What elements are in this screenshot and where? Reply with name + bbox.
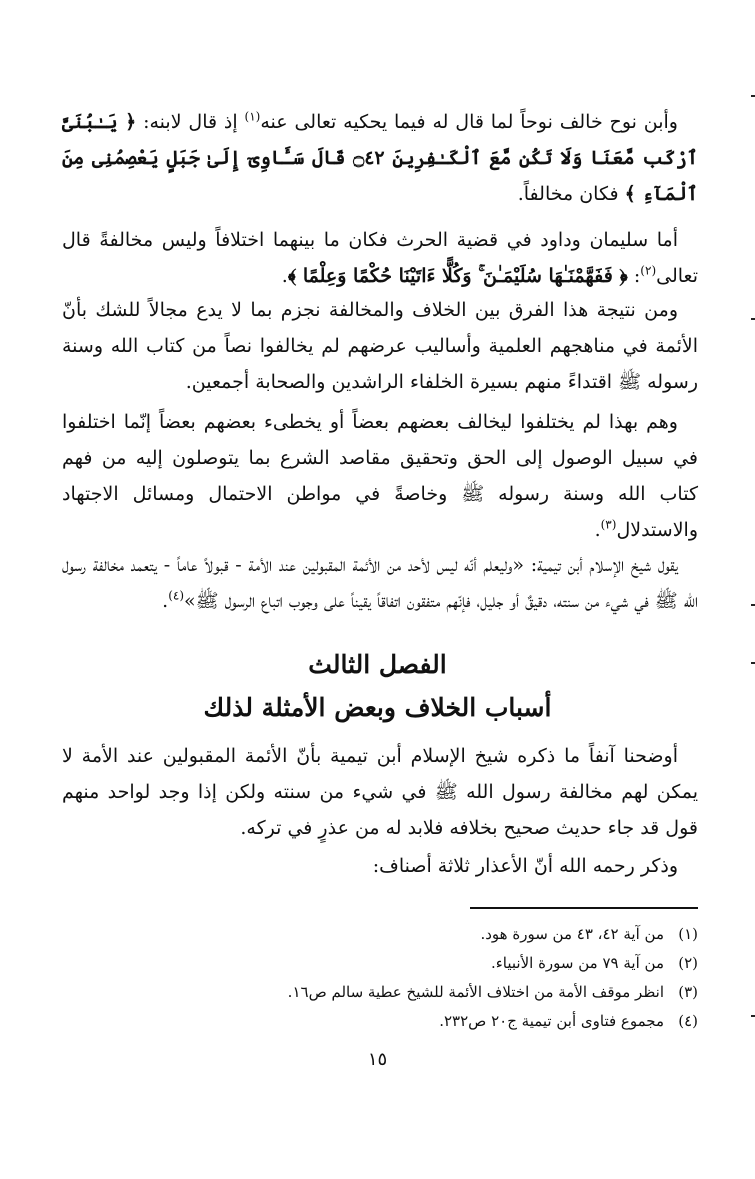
edge-mark bbox=[751, 1015, 755, 1017]
footnote-text: انظر موقف الأمة من اختلاف الأئمة للشيخ عطية سالم ص١٦. bbox=[287, 983, 664, 1001]
quran-verse: ﴿ يَـٰبُنَىَّ ٱرْكَب مَّعَنَا وَلَا تَكُن مَّعَ ٱلْكَـٰفِرِينَ ۝٤٢ قَالَ سَـَٔاوِىٓ إِلَىٰ جَبَلٍ يَعْصِمُنِى مِنَ ٱلْمَآءِ ﴾ bbox=[62, 111, 698, 205]
footnote-item bbox=[150, 1007, 698, 1036]
footnote-number: (٤) bbox=[678, 1012, 698, 1030]
paragraph-excuses-intro bbox=[62, 848, 698, 884]
footnote-item bbox=[150, 920, 698, 949]
footnotes bbox=[150, 920, 698, 1036]
footnote-ref: (٢) bbox=[640, 263, 657, 278]
paragraph-text: . bbox=[594, 519, 601, 541]
quran-verse: ﴿ فَفَهَّمْنَـٰهَا سُلَيْمَـٰنَ ۚ وَكُلًّا ءَاتَيْنَا حُكْمًا وَعِلْمًا ﴾ bbox=[287, 265, 628, 287]
edge-mark bbox=[751, 604, 755, 606]
footnote-text: من آية ٧٩ من سورة الأنبياء. bbox=[490, 954, 664, 972]
edge-mark bbox=[751, 95, 755, 97]
footnote-ref: (١) bbox=[244, 109, 261, 124]
paragraph-ibn-taymiyyah-quote bbox=[62, 547, 698, 619]
footnote-item bbox=[150, 978, 698, 1007]
paragraph-noah-son bbox=[62, 104, 698, 212]
footnote-text: مجموع فتاوى أبن تيمية ج٢٠ ص٢٣٢. bbox=[439, 1012, 664, 1030]
paragraph-text: أوضحنا آنفاً ما ذكره شيخ الإسلام أبن تيمية بأنّ الأئمة المقبولين عند الأمة لا يمكن لهم مخالفة رسول الله ﷺ في شيء من سنته ولكن إذا وجد لواحد منهم قول قد جاء حديث صحيح بخلافه فلابد له من عذرٍ في تركه. bbox=[62, 745, 698, 839]
paragraph-text: وذكر رحمه الله أنّ الأعذار ثلاثة أصناف: bbox=[372, 855, 678, 877]
chapter-subtitle: أسباب الخلاف وبعض الأمثلة لذلك bbox=[203, 693, 552, 722]
paragraph-text: ومن نتيجة هذا الفرق بين الخلاف والمخالفة نجزم بما لا يدع مجالاً للشك بأنّ الأئمة في مناهجهم العلمية وأساليب عرضهم لم يخالفوا نصاً من كتاب الله وسنة رسوله ﷺ اقتداءً منهم بسيرة الخلفاء الراشدين والصحابة أجمعين. bbox=[62, 299, 698, 393]
paragraph-difference-result bbox=[62, 292, 698, 400]
chapter-number-title: الفصل الثالث bbox=[308, 650, 447, 679]
footnote-number: (٣) bbox=[678, 983, 698, 1001]
footnote-item bbox=[150, 949, 698, 978]
paragraph-text: : bbox=[627, 265, 641, 287]
paragraph-text: وهم بهذا لم يختلفوا ليخالف بعضهم بعضاً أو يخطىء بعضهم بعضاً إنّما اختلفوا في سبيل الوصول إلى الحق وتحقيق مقاصد الشرع بما يتوصلون إليه من فهم كتاب الله وسنة رسوله ﷺ وخاصةً في مواطن الاحتمال ومسائل الاجتهاد والاستدلال bbox=[62, 411, 698, 541]
paragraph-explanation bbox=[62, 738, 698, 846]
footnote-divider bbox=[470, 907, 698, 909]
paragraph-text: . bbox=[162, 590, 169, 612]
paragraph-text: وأبن نوح خالف نوحاً لما قال له فيما يحكيه تعالى عنه bbox=[260, 111, 678, 133]
footnote-number: (١) bbox=[678, 925, 698, 943]
paragraph-sulayman-dawud bbox=[62, 222, 698, 294]
paragraph-differed-for-truth bbox=[62, 404, 698, 548]
footnote-ref: (٤) bbox=[168, 588, 185, 603]
paragraph-text: إذ قال لابنه: bbox=[136, 111, 245, 133]
footnote-text: من آية ٤٢، ٤٣ من سورة هود. bbox=[480, 925, 664, 943]
footnote-number: (٢) bbox=[678, 954, 698, 972]
edge-mark bbox=[751, 318, 755, 320]
edge-mark bbox=[751, 662, 755, 664]
paragraph-text: يقول شيخ الإسلام أبن تيمية: «وليعلم أنّه ليس لأحد من الأئمة المقبولين عند الأمة - قبولاً عاماً - يتعمد مخالفة رسول الله ﷺ في شيء من سنته، دقيقٌ أو جليل، فإنّهم متفقون اتفاقاً يقيناً على وجوب اتباع الرسول ﷺ» bbox=[62, 554, 698, 612]
page-number: ١٥ bbox=[367, 1049, 388, 1070]
paragraph-text: فكان مخالفاً. bbox=[517, 183, 625, 205]
footnote-ref: (٣) bbox=[600, 517, 617, 532]
paragraph-text: . bbox=[281, 265, 288, 287]
paragraph-text: أما سليمان وداود في قضية الحرث فكان ما بينهما اختلافاً وليس مخالفةً قال تعالى bbox=[62, 229, 698, 287]
